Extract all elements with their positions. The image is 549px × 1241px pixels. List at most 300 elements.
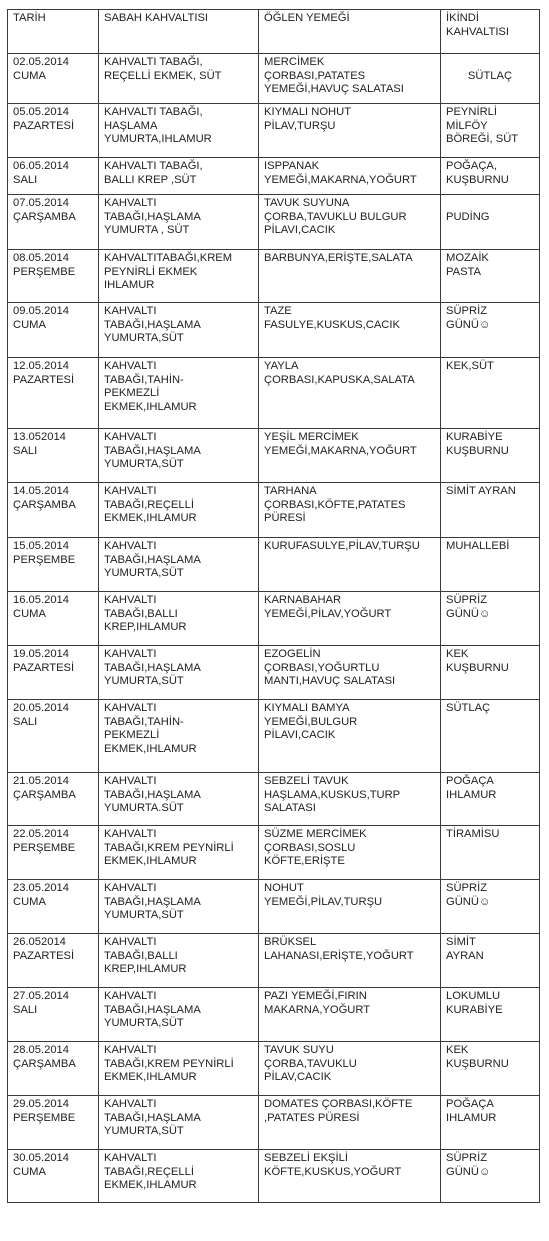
breakfast-cell [99,826,259,880]
snack-cell [441,934,540,988]
table-row [8,646,540,700]
table-row [8,538,540,592]
date-cell-line: PAZARTESİ [13,373,75,386]
lunch-cell [259,538,441,592]
snack-cell [441,195,540,250]
breakfast-cell-line: KAHVALTI [104,648,157,660]
date-cell-line: 23.05.2014 [13,882,69,894]
lunch-cell-line: KIYMALI BAMYA [264,702,350,714]
table-row [8,880,540,934]
header-date: TARİH [8,10,99,54]
snack-cell-line: PEYNİRLİ [446,106,497,118]
breakfast-cell-line: KAHVALTI [104,1098,157,1110]
lunch-cell-line: YEMEĞİ,PİLAV,YOĞURT [264,607,392,620]
lunch-cell-line: YEŞİL MERCİMEK [264,431,359,443]
snack-cell-line: BÖREĞİ, SÜT [446,133,519,146]
snack-cell-line: IHLAMUR [446,788,497,801]
snack-cell-line: KUŞBURNU [446,173,509,186]
lunch-cell-line: YEMEĞİ,MAKARNA,YOĞURT [264,173,417,186]
date-cell-line: 29.05.2014 [13,1098,69,1110]
date-cell-line: 02.05.2014 [13,56,69,68]
snack-cell [441,250,540,303]
header-snack [441,10,540,54]
date-cell [8,773,99,826]
breakfast-cell-line: YUMURTA,SÜT [104,458,184,471]
breakfast-cell-line: YUMURTA,SÜT [104,909,184,922]
snack-cell-line: POĞAÇA [446,775,494,787]
snack-cell [441,826,540,880]
date-cell [8,54,99,104]
date-cell-line: 09.05.2014 [13,305,69,317]
snack-cell [441,303,540,358]
breakfast-cell-line: TABAĞI,REÇELLİ [104,1165,194,1178]
breakfast-cell-line: EKMEK,IHLAMUR [104,855,197,868]
header-snack-line: İKİNDİ [446,12,479,24]
lunch-cell [259,826,441,880]
date-cell-line: 16.05.2014 [13,594,69,606]
header-breakfast-line: SABAH KAHVALTISI [104,12,209,24]
lunch-cell-line: YEMEĞİ,PİLAV,TURŞU [264,895,383,908]
breakfast-cell [99,1042,259,1096]
date-cell-line: CUMA [13,69,46,82]
table-row [8,195,540,250]
breakfast-cell-line: KAHVALTI TABAĞI, [104,160,203,172]
lunch-cell [259,934,441,988]
snack-cell-line: POĞAÇA [446,1098,494,1110]
snack-cell-line: SİMİT AYRAN [446,485,516,497]
lunch-cell-line: ÇORBASI,KAPUSKA,SALATA [264,373,415,386]
snack-cell-line: SÜPRİZ [446,594,488,606]
date-cell-line: ÇARŞAMBA [13,1057,76,1070]
lunch-cell-line: ÇORBASI,PATATES [264,69,366,82]
snack-cell [441,646,540,700]
snack-cell-line: GÜNÜ☺ [446,895,491,908]
breakfast-cell-line: YUMURTA,IHLAMUR [104,133,212,146]
breakfast-cell [99,429,259,483]
breakfast-cell-line: YUMURTA.SÜT [104,802,184,815]
date-cell [8,880,99,934]
lunch-cell [259,646,441,700]
table-row [8,934,540,988]
date-cell [8,700,99,773]
breakfast-cell-line: KAHVALTI [104,775,157,787]
lunch-cell-line: BRÜKSEL [264,936,317,948]
lunch-cell-line: KARNABAHAR [264,594,342,606]
breakfast-cell-line: KAHVALTI TABAĞI, [104,56,203,68]
breakfast-cell-line: KAHVALTI TABAĞI, [104,106,203,118]
breakfast-cell [99,538,259,592]
lunch-cell [259,104,441,158]
snack-cell [441,158,540,195]
lunch-cell [259,195,441,250]
lunch-cell [259,303,441,358]
lunch-cell-line: NOHUT [264,882,304,894]
lunch-cell-line: YEMEĞİ,BULGUR [264,715,358,728]
breakfast-cell-line: TABAĞI,TAHİN- [104,715,184,728]
lunch-cell [259,54,441,104]
breakfast-cell-line: KAHVALTI [104,305,157,317]
breakfast-cell [99,303,259,358]
lunch-cell-line: LAHANASI,ERİŞTE,YOĞURT [264,949,414,962]
snack-cell [441,1150,540,1203]
breakfast-cell-line: IHLAMUR [104,279,155,292]
header-lunch-line: ÖĞLEN YEMEĞİ [264,12,350,24]
date-cell-line: PAZARTESİ [13,661,75,674]
lunch-cell-line: ÇORBA,TAVUKLU BULGUR [264,210,407,223]
snack-cell-line: KEK [446,648,469,660]
date-cell [8,1096,99,1150]
date-cell-line: 08.05.2014 [13,252,69,264]
date-cell-line: 06.05.2014 [13,160,69,172]
date-cell-line: 27.05.2014 [13,990,69,1002]
breakfast-cell-line: EKMEK,IHLAMUR [104,1179,197,1192]
table-row [8,158,540,195]
breakfast-cell [99,700,259,773]
breakfast-cell-line: YUMURTA,SÜT [104,1017,184,1030]
lunch-cell-line: KÖFTE,KUSKUS,YOĞURT [264,1165,402,1178]
breakfast-cell-line: EKMEK,IHLAMUR [104,742,197,755]
breakfast-cell-line: YUMURTA,SÜT [104,567,184,580]
snack-cell-line: KUŞBURNU [446,1057,509,1070]
snack-cell-line: TİRAMİSU [446,828,500,840]
breakfast-cell-line: EKMEK,IHLAMUR [104,1071,197,1084]
table-row [8,1096,540,1150]
snack-cell-line: GÜNÜ☺ [446,1165,491,1178]
lunch-cell-line: DOMATES ÇORBASI,KÖFTE [264,1098,413,1110]
lunch-cell [259,1096,441,1150]
date-cell-line: 20.05.2014 [13,702,69,714]
date-cell-line: 28.05.2014 [13,1044,69,1056]
date-cell-line: SALI [13,173,38,186]
breakfast-cell-line: YUMURTA , SÜT [104,224,190,237]
lunch-cell [259,429,441,483]
breakfast-cell [99,988,259,1042]
lunch-cell [259,358,441,429]
snack-cell-line [446,56,534,70]
breakfast-cell-line: YUMURTA,SÜT [104,675,184,688]
snack-cell-line: GÜNÜ☺ [446,607,491,620]
lunch-cell-line: BARBUNYA,ERİŞTE,SALATA [264,252,413,264]
date-cell [8,250,99,303]
breakfast-cell [99,158,259,195]
table-row [8,1150,540,1203]
breakfast-cell-line: YUMURTA,SÜT [104,332,184,345]
breakfast-cell-line: KAHVALTI [104,936,157,948]
lunch-cell-line: SALATASI [264,802,316,815]
snack-cell-line: PUDİNG [446,210,490,223]
date-cell [8,826,99,880]
table-row [8,303,540,358]
breakfast-cell-line: KREP,IHLAMUR [104,963,187,976]
table-row [8,700,540,773]
breakfast-cell-line: KAHVALTI [104,594,157,606]
lunch-cell-line: PİLAVI,CACIK [264,224,336,237]
breakfast-cell-line: TABAĞI,HAŞLAMA [104,210,201,223]
breakfast-cell-line: TABAĞI,HAŞLAMA [104,444,201,457]
breakfast-cell-line: TABAĞI,HAŞLAMA [104,788,201,801]
lunch-cell-line: PİLAV,CACIK [264,1071,332,1084]
breakfast-cell-line: YUMURTA,SÜT [104,1125,184,1138]
snack-cell-line: SÜPRİZ [446,1152,488,1164]
table-row [8,988,540,1042]
breakfast-cell-line: TABAĞI,HAŞLAMA [104,1003,201,1016]
breakfast-cell-line: KAHVALTI [104,485,157,497]
date-cell-line: 26.052014 [13,936,66,948]
breakfast-cell [99,1150,259,1203]
snack-cell-line: KEK [446,1044,469,1056]
weekly-meal-menu-table [7,9,540,1203]
date-cell-line: ÇARŞAMBA [13,788,76,801]
table-row [8,54,540,104]
breakfast-cell-line: TABAĞI,BALLI [104,949,178,962]
header-lunch [259,10,441,54]
lunch-cell-line: TARHANA [264,485,317,497]
date-cell [8,592,99,646]
lunch-cell-line: SEBZELİ EKŞİLİ [264,1152,348,1164]
date-cell-line: CUMA [13,607,46,620]
lunch-cell-line: TAVUK SUYUNA [264,197,350,209]
snack-cell-line: POĞAÇA, [446,160,497,172]
snack-cell-line: SÜPRİZ [446,305,488,317]
date-cell-line: 21.05.2014 [13,775,69,787]
lunch-cell-line: FASULYE,KUSKUS,CACIK [264,318,400,331]
snack-cell-line: SÜTLAÇ [467,69,513,82]
breakfast-cell [99,195,259,250]
snack-cell-line: MOZAİK [446,252,489,264]
table-header-row [8,10,540,54]
date-cell-line: SALI [13,715,38,728]
breakfast-cell [99,54,259,104]
breakfast-cell [99,1096,259,1150]
snack-cell [441,988,540,1042]
breakfast-cell-line: KAHVALTI [104,990,157,1002]
breakfast-cell-line: KAHVALTITABAĞI,KREM [104,252,233,264]
breakfast-cell-line: KAHVALTI [104,360,157,372]
lunch-cell-line: KURUFASULYE,PİLAV,TURŞU [264,540,420,552]
table-row [8,483,540,538]
breakfast-cell-line: HAŞLAMA [104,119,158,132]
lunch-cell-line: KIYMALI NOHUT [264,106,352,118]
date-cell-line: 30.05.2014 [13,1152,69,1164]
lunch-cell-line: YEMEĞİ,HAVUÇ SALATASI [264,83,404,96]
lunch-cell-line: MANTI,HAVUÇ SALATASI [264,675,396,688]
lunch-cell-line: TAZE [264,305,292,317]
lunch-cell-line: SÜZME MERCİMEK [264,828,367,840]
lunch-cell-line: ÇORBA,TAVUKLU [264,1057,357,1070]
snack-cell [441,483,540,538]
snack-cell [441,1042,540,1096]
breakfast-cell [99,773,259,826]
date-cell-line: PERŞEMBE [13,841,76,854]
lunch-cell [259,700,441,773]
snack-cell [441,700,540,773]
breakfast-cell-line: TABAĞI,HAŞLAMA [104,318,201,331]
breakfast-cell-line: TABAĞI,REÇELLİ [104,498,194,511]
snack-cell-line [446,197,534,211]
snack-cell-line: IHLAMUR [446,1111,497,1124]
breakfast-cell-line: KAHVALTI [104,1152,157,1164]
breakfast-cell-line: PEKMEZLİ [104,387,160,400]
breakfast-cell [99,104,259,158]
lunch-cell-line: MAKARNA,YOĞURT [264,1003,371,1016]
date-cell [8,1150,99,1203]
breakfast-cell-line: EKMEK,IHLAMUR [104,400,197,413]
lunch-cell [259,483,441,538]
table-row [8,826,540,880]
breakfast-cell [99,592,259,646]
lunch-cell-line: ÇORBASI,YOĞURTLU [264,661,380,674]
lunch-cell-line: HAŞLAMA,KUSKUS,TURP [264,788,401,801]
breakfast-cell [99,880,259,934]
breakfast-cell-line: KREP,IHLAMUR [104,621,187,634]
header-breakfast [99,10,259,54]
snack-cell-line: PASTA [446,265,482,278]
snack-cell [441,429,540,483]
breakfast-cell-line: TABAĞI,HAŞLAMA [104,661,201,674]
breakfast-cell-line: KAHVALTI [104,1044,157,1056]
table-row [8,429,540,483]
lunch-cell [259,988,441,1042]
table-row [8,358,540,429]
lunch-cell [259,158,441,195]
lunch-cell [259,1150,441,1203]
header-snack-line: KAHVALTISI [446,25,509,38]
breakfast-cell-line: BALLI KREP ,SÜT [104,173,197,186]
snack-cell-line: AYRAN [446,949,484,962]
lunch-cell-line: YAYLA [264,360,299,372]
snack-cell [441,538,540,592]
date-cell-line: 15.05.2014 [13,540,69,552]
breakfast-cell-line: TABAĞI,HAŞLAMA [104,895,201,908]
breakfast-cell-line: KAHVALTI [104,828,157,840]
breakfast-cell-line: KAHVALTI [104,882,157,894]
lunch-cell [259,250,441,303]
breakfast-cell-line: TABAĞI,HAŞLAMA [104,553,201,566]
lunch-cell-line: PİLAV,TURŞU [264,119,336,132]
table-row [8,250,540,303]
snack-cell [441,880,540,934]
date-cell-line: ÇARŞAMBA [13,210,76,223]
lunch-cell-line: KÖFTE,ERİŞTE [264,855,345,868]
breakfast-cell-line: KAHVALTI [104,431,157,443]
lunch-cell-line: ÇORBASI,SOSLU [264,841,356,854]
snack-cell-line: GÜNÜ☺ [446,318,491,331]
snack-cell [441,54,540,104]
lunch-cell [259,773,441,826]
table-row [8,592,540,646]
date-cell [8,158,99,195]
lunch-cell [259,1042,441,1096]
date-cell [8,483,99,538]
breakfast-cell-line: TABAĞI,KREM PEYNİRLİ [104,1057,234,1070]
lunch-cell-line: MERCİMEK [264,56,325,68]
date-cell [8,1042,99,1096]
date-cell [8,646,99,700]
lunch-cell-line: ÇORBASI,KÖFTE,PATATES [264,498,406,511]
breakfast-cell [99,250,259,303]
date-cell-line: 12.05.2014 [13,360,69,372]
lunch-cell-line: PİLAVI,CACIK [264,729,336,742]
table-row [8,104,540,158]
lunch-cell-line: TAVUK SUYU [264,1044,334,1056]
breakfast-cell [99,934,259,988]
date-cell [8,538,99,592]
snack-cell [441,773,540,826]
date-cell [8,104,99,158]
date-cell-line: 05.05.2014 [13,106,69,118]
snack-cell-line: KEK,SÜT [446,360,494,372]
snack-cell-line: KURABİYE [446,431,503,443]
date-cell-line: PERŞEMBE [13,1111,76,1124]
date-cell [8,934,99,988]
breakfast-cell-line: PEKMEZLİ [104,729,160,742]
snack-cell-line: KURABİYE [446,1003,503,1016]
date-cell-line: 13.052014 [13,431,66,443]
date-cell-line: CUMA [13,895,46,908]
breakfast-cell [99,646,259,700]
snack-cell [441,104,540,158]
date-cell-line: ÇARŞAMBA [13,498,76,511]
date-cell [8,429,99,483]
table-row [8,1042,540,1096]
date-cell-line: PERŞEMBE [13,265,76,278]
snack-cell [441,592,540,646]
snack-cell-line: SÜTLAÇ [446,702,491,714]
date-cell-line: SALI [13,1003,38,1016]
date-cell-line: PAZARTESİ [13,119,75,132]
lunch-cell-line: PÜRESİ [264,512,306,525]
date-cell [8,303,99,358]
lunch-cell-line: ,PATATES PÜRESİ [264,1111,360,1124]
date-cell [8,988,99,1042]
table-row [8,773,540,826]
date-cell-line: PAZARTESİ [13,949,75,962]
breakfast-cell-line: TABAĞI,TAHİN- [104,373,184,386]
date-cell-line: 22.05.2014 [13,828,69,840]
snack-cell-line: MİLFÖY [446,119,488,132]
lunch-cell [259,592,441,646]
breakfast-cell [99,483,259,538]
menu-body [8,54,540,1203]
lunch-cell-line: PAZI YEMEĞİ,FIRIN [264,990,367,1002]
snack-cell [441,358,540,429]
snack-cell-line: KUŞBURNU [446,661,509,674]
date-cell [8,195,99,250]
breakfast-cell [99,358,259,429]
date-cell-line: CUMA [13,318,46,331]
snack-cell-line: MUHALLEBİ [446,540,510,552]
breakfast-cell-line: KAHVALTI [104,702,157,714]
date-cell-line: 07.05.2014 [13,197,69,209]
date-cell-line: 19.05.2014 [13,648,69,660]
breakfast-cell-line: KAHVALTI [104,197,157,209]
date-cell-line: PERŞEMBE [13,553,76,566]
snack-cell-line: LOKUMLU [446,990,501,1002]
breakfast-cell-line: TABAĞI,KREM PEYNİRLİ [104,841,234,854]
snack-cell-line: SÜPRİZ [446,882,488,894]
breakfast-cell-line: REÇELLİ EKMEK, SÜT [104,69,222,82]
snack-cell-line: KUŞBURNU [446,444,509,457]
breakfast-cell-line: TABAĞI,BALLI [104,607,178,620]
date-cell-line: CUMA [13,1165,46,1178]
date-cell [8,358,99,429]
snack-cell-line: SİMİT [446,936,476,948]
snack-cell [441,1096,540,1150]
lunch-cell [259,880,441,934]
lunch-cell-line: ISPPANAK [264,160,320,172]
date-cell-line: 14.05.2014 [13,485,69,497]
lunch-cell-line: SEBZELİ TAVUK [264,775,349,787]
